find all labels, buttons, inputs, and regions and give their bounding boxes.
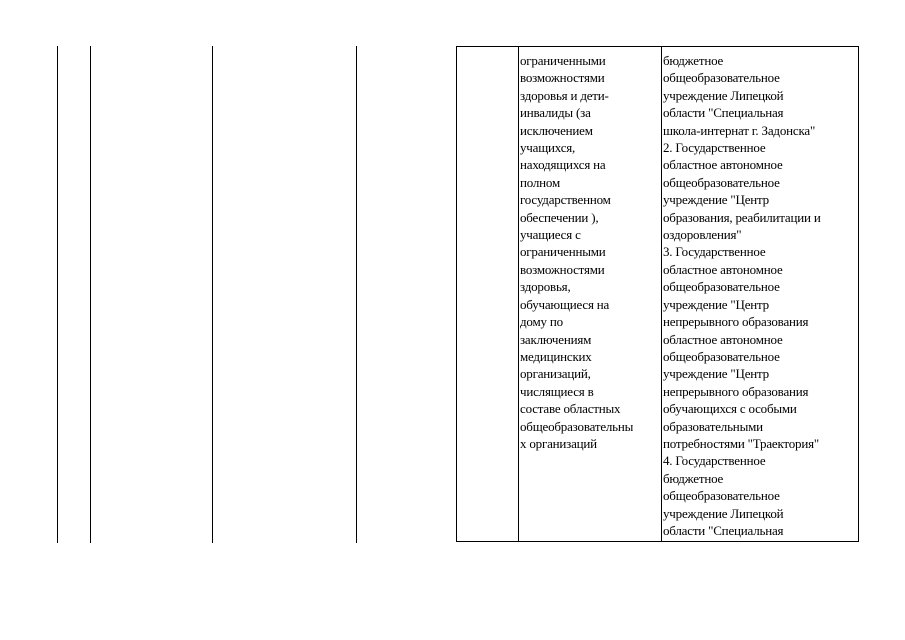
column-divider-1 (518, 47, 519, 541)
left-table-border-1 (57, 46, 58, 543)
left-table-border-4 (356, 46, 357, 543)
left-table-border-2 (90, 46, 91, 543)
left-table-border-3 (212, 46, 213, 543)
right-table (456, 46, 859, 542)
category-cell: ограниченными возможностями здоровья и дети- инвалиды (за исключением учащихся, находящихся на полном государственном обеспечении ), учащиеся с ограниченными возможностями здоровья, обучающиеся на дому по заключениям медицинских организаций, числящиеся в составе областных общеобразовательны х организаций (520, 53, 634, 451)
institutions-cell: бюджетное общеобразовательное учреждение Липецкой области "Специальная школа-интернат г. Задонска" 2. Государственное областное автономное общеобразовательное учреждение "Центр образования, реабилитации и оздоровления" 3. Государственное областное автономное общеобразовательное учреждение "Центр непрерывного образования областное автономное общеобразовательное учреждение "Центр непрерывного образования обучающихся с особыми образовательными потребностями "Траектория" 4. Государственное бюджетное общеобразовательное учреждение Липецкой области "Специальная (663, 53, 821, 538)
